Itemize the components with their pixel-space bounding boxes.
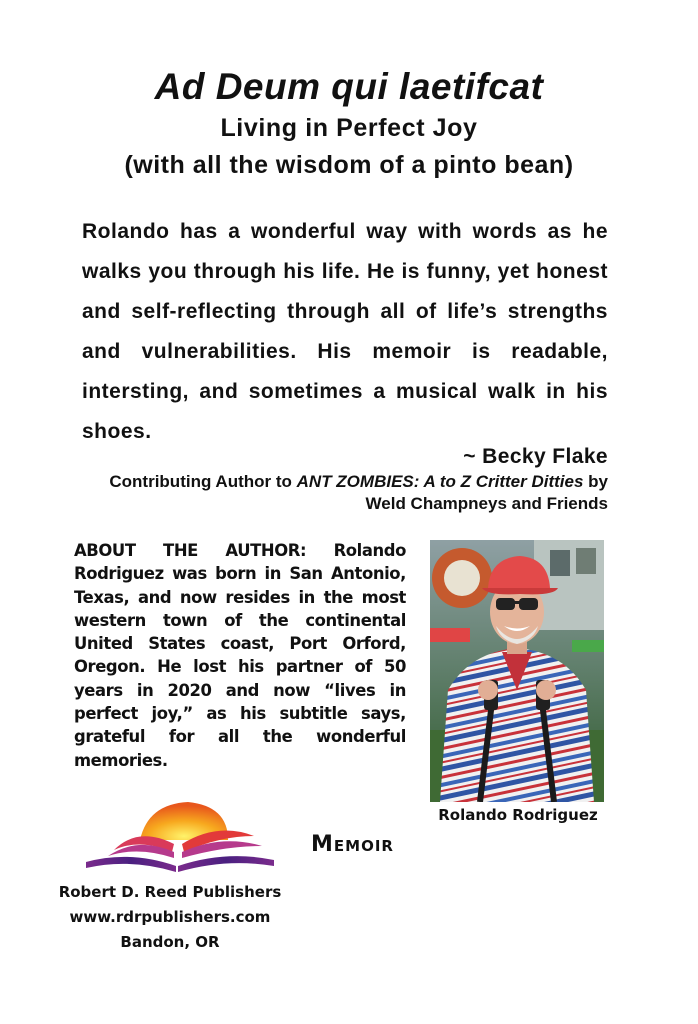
reviewer-name: ~ Becky Flake [463,445,608,468]
review-quote: Rolando has a wonderful way with words as he walks you through his life. He is funny, yet honest and self-reflecting through all of life’s strengths and vulnerabilities. His memoir is readable, intersting, and sometimes a musical walk in his shoes. [82,220,608,443]
credit-book-title: ANT ZOMBIES: A to Z Critter Ditties [296,472,584,491]
book-tagline: (with all the wisdom of a pinto bean) [124,151,574,179]
book-subtitle: Living in Perfect Joy [220,114,478,142]
publisher-logo [78,800,278,874]
author-photo [430,540,604,802]
publisher-name: Robert D. Reed Publishers [58,883,282,901]
publisher-location: Bandon, OR [120,933,220,951]
photo-caption: Rolando Rodriguez [438,806,598,824]
about-the-author: ABOUT THE AUTHOR: Rolando Rodriguez was born in San Antonio, Texas, and now resides in the most western town of the continental United States coast, Port Orford, Oregon. He lost his partner of 50 years in 2020 and now “lives in perfect joy,” as his subtitle says, grateful for all the wonderful memories. [74,541,406,770]
genre-label: Memoir [311,832,394,857]
author-photo-illustration [430,540,604,802]
book-title: Ad Deum qui laetifcat [154,66,544,107]
credit-suffix: by Weld Champneys and Friends [365,472,608,513]
credit-prefix: Contributing Author to [109,472,297,491]
publisher-website: www.rdrpublishers.com [69,908,271,926]
reviewer-credit [92,471,608,515]
